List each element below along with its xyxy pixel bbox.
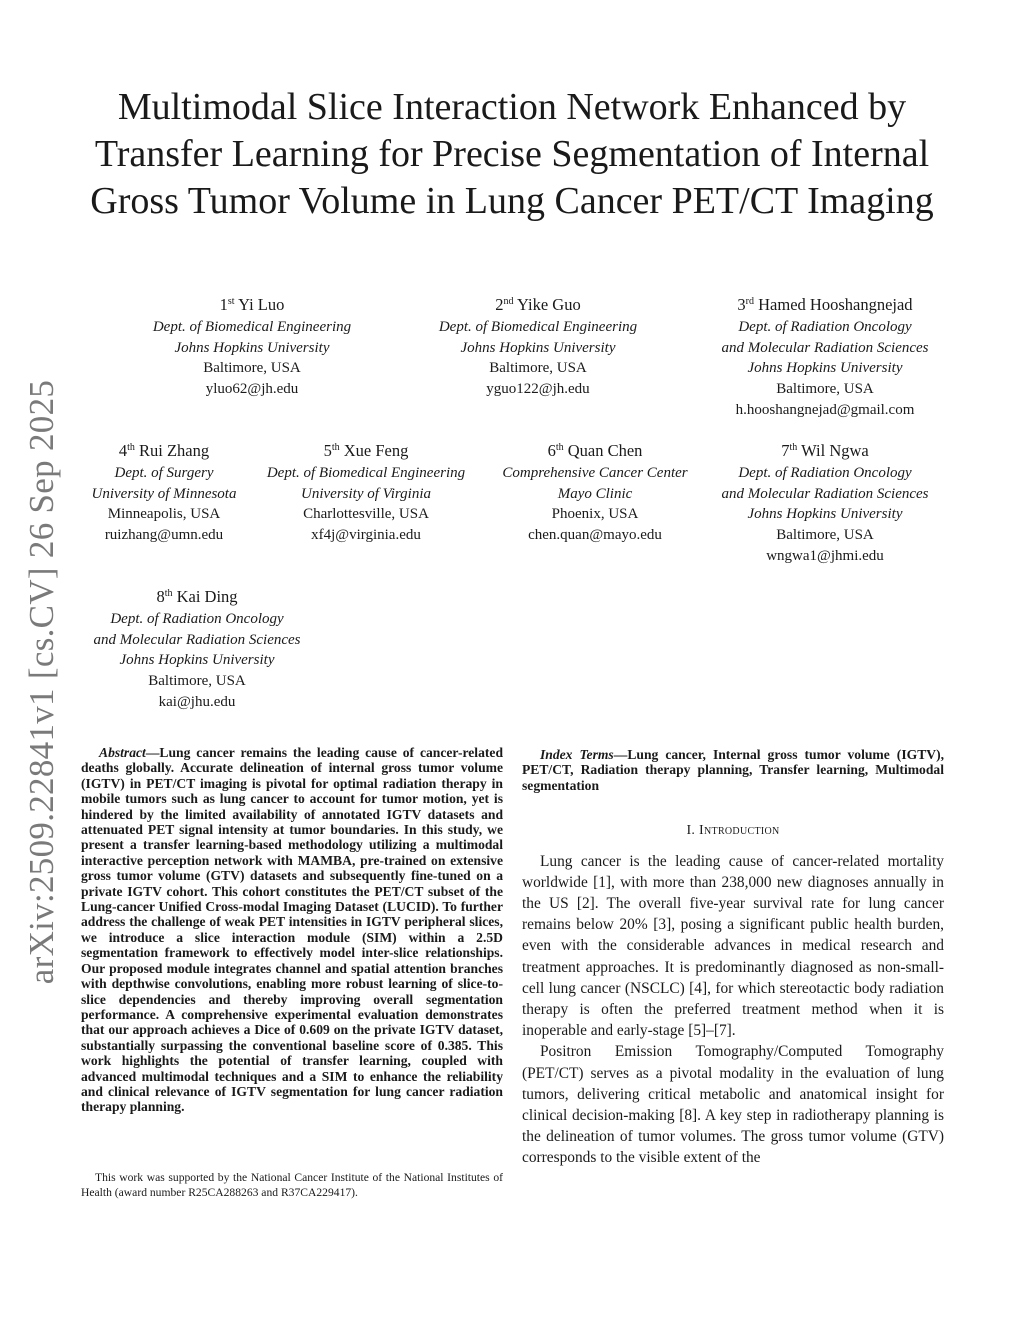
author-email: yguo122@jh.edu <box>486 381 590 398</box>
author-email: xf4j@virginia.edu <box>311 527 421 544</box>
index-terms-text: —Lung cancer, Internal gross tumor volume (IGTV), PET/CT, Radiation therapy planning, Transfer learning, Multimodal segmentation <box>522 747 944 793</box>
author-email: kai@jhu.edu <box>158 693 236 710</box>
author-email: wngwa1@jhmi.edu <box>766 547 884 564</box>
author-block <box>122 294 382 400</box>
author-affiliation: Mayo Clinic <box>557 485 633 502</box>
author-email: chen.quan@mayo.edu <box>528 527 662 544</box>
author-affiliation: University of Virginia <box>301 485 431 502</box>
author-location: Baltimore, USA <box>776 527 874 544</box>
author-affiliation: Johns Hopkins University <box>174 339 330 356</box>
author-name: 6th Quan Chen <box>547 441 643 460</box>
author-affiliation: Comprehensive Cancer Center <box>502 465 688 481</box>
author-affiliation: and Molecular Radiation Sciences <box>721 485 929 502</box>
author-location: Baltimore, USA <box>489 360 587 377</box>
abstract-text: —Lung cancer remains the leading cause of cancer-related deaths globally. Accurate delineation of internal gross tumor volume (IGTV) in PET/CT imaging is pivotal for optimal radiation therapy in mobile tumors such as lung cancer to account for tumor motion, yet is hindered by the limited availability of annotated IGTV datasets and attenuated PET signal intensity at tumor boundaries. In this study, we present a transfer learning-based methodology utilizing a multimodal interactive perception network with MAMBA, pre-trained on extensive gross tumor volume (GTV) datasets and subsequently fine-tuned on a private IGTV cohort. This cohort constitutes the PET/CT subset of the Lung-cancer Unified Cross-modal Imaging Dataset (LUCID). To further address the challenge of weak PET intensities in IGTV peripheral slices, we introduce a slice interaction module (SIM) within a 2.5D segmentation framework to effectively model inter-slice relationships. Our proposed module integrates channel and spatial attention branches with depthwise convolutions, enabling more robust learning of slice-to-slice dependencies and thereby improving overall segmentation performance. A comprehensive experimental evaluation demonstrates that our approach achieves a Dice of 0.609 on the private IGTV dataset, substantially surpassing the conventional baseline score of 0.385. This work highlights the potential of transfer learning, coupled with advanced multimodal techniques and a SIM to enhance the reliability and clinical relevance of IGTV segmentation for lung cancer radiation therapy planning. <box>81 745 503 1115</box>
author-block <box>694 294 956 421</box>
author-affiliation: Dept. of Biomedical Engineering <box>266 465 466 481</box>
paper-title: Multimodal Slice Interaction Network Enhanced by Transfer Learning for Precise Segmentation of Internal Gross Tumor Volume in Lung Cancer PET/CT Imaging <box>90 86 934 222</box>
author-email: ruizhang@umn.edu <box>104 527 224 544</box>
author-email: yluo62@jh.edu <box>205 381 299 398</box>
author-block <box>485 440 705 546</box>
author-affiliation: Dept. of Radiation Oncology <box>738 465 912 481</box>
author-affiliation: University of Minnesota <box>91 485 237 502</box>
section-heading <box>522 823 944 838</box>
author-affiliation: Johns Hopkins University <box>747 360 903 377</box>
author-location: Baltimore, USA <box>203 360 301 377</box>
author-name: 8th Kai Ding <box>156 587 238 606</box>
author-affiliation: and Molecular Radiation Sciences <box>721 339 929 356</box>
index-terms-label: Index Terms <box>540 747 614 762</box>
body-paragraph: Lung cancer is the leading cause of cancer-related mortality worldwide [1], with more than 238,000 new diagnoses annually in the US [2]. The overall five-year survival rate for lung cancer remains below 20% [3], posing a significant public health burden, even with the considerable advances in medical research and treatment approaches. It is predominantly diagnosed as non-small-cell lung cancer (NSCLC) [4], for which stereotactic body radiation therapy is often the preferred treatment method when it is inoperable and early-stage [5]–[7]. <box>522 852 944 1040</box>
author-name: 2nd Yike Guo <box>495 295 581 314</box>
author-affiliation: Dept. of Biomedical Engineering <box>438 319 638 335</box>
author-location: Baltimore, USA <box>776 381 874 398</box>
author-block <box>74 440 254 546</box>
author-block <box>66 586 328 713</box>
author-location: Charlottesville, USA <box>303 506 429 523</box>
author-block <box>250 440 482 546</box>
author-name: 5th Xue Feng <box>323 441 409 460</box>
abstract <box>81 745 503 1115</box>
author-location: Baltimore, USA <box>148 673 246 690</box>
author-location: Phoenix, USA <box>551 506 639 523</box>
author-affiliation: Dept. of Biomedical Engineering <box>152 319 352 335</box>
funding-footnote: This work was supported by the National Cancer Institute of the National Institutes of Health (award number R25CA288263 and R37CA229417). <box>81 1171 503 1199</box>
author-name: 3rd Hamed Hooshangnejad <box>737 295 913 314</box>
author-name: 4th Rui Zhang <box>118 441 210 460</box>
author-affiliation: Dept. of Surgery <box>114 465 214 481</box>
author-affiliation: Johns Hopkins University <box>460 339 616 356</box>
author-name: 1st Yi Luo <box>219 295 285 314</box>
author-affiliation: Dept. of Radiation Oncology <box>110 611 284 627</box>
author-affiliation: Johns Hopkins University <box>747 506 903 523</box>
author-email: h.hooshangnejad@gmail.com <box>735 401 915 418</box>
author-affiliation: and Molecular Radiation Sciences <box>93 631 301 648</box>
author-affiliation: Johns Hopkins University <box>119 652 275 669</box>
author-block <box>407 294 669 400</box>
author-location: Minneapolis, USA <box>107 506 221 523</box>
abstract-label: Abstract <box>99 745 146 760</box>
index-terms <box>522 747 944 793</box>
body-paragraph: Positron Emission Tomography/Computed Tomography (PET/CT) serves as a pivotal modality in the evaluation of lung tumors, delivering critical metabolic and anatomical insight for clinical decision-making [8]. A key step in radiotherapy planning is the delineation of tumor volumes. The gross tumor volume (GTV) corresponds to the visible extent of the <box>522 1043 944 1167</box>
author-name: 7th Wil Ngwa <box>781 441 869 460</box>
section-title: Introduction <box>699 823 780 839</box>
author-affiliation: Dept. of Radiation Oncology <box>738 319 912 335</box>
right-column <box>522 745 944 1169</box>
arxiv-stamp <box>14 372 70 992</box>
arxiv-stamp-text: arXiv:2509.22841v1 [cs.CV] 26 Sep 2025 <box>22 379 61 985</box>
section-number: I. <box>686 823 696 839</box>
left-column <box>81 745 503 1115</box>
author-block <box>694 440 956 567</box>
